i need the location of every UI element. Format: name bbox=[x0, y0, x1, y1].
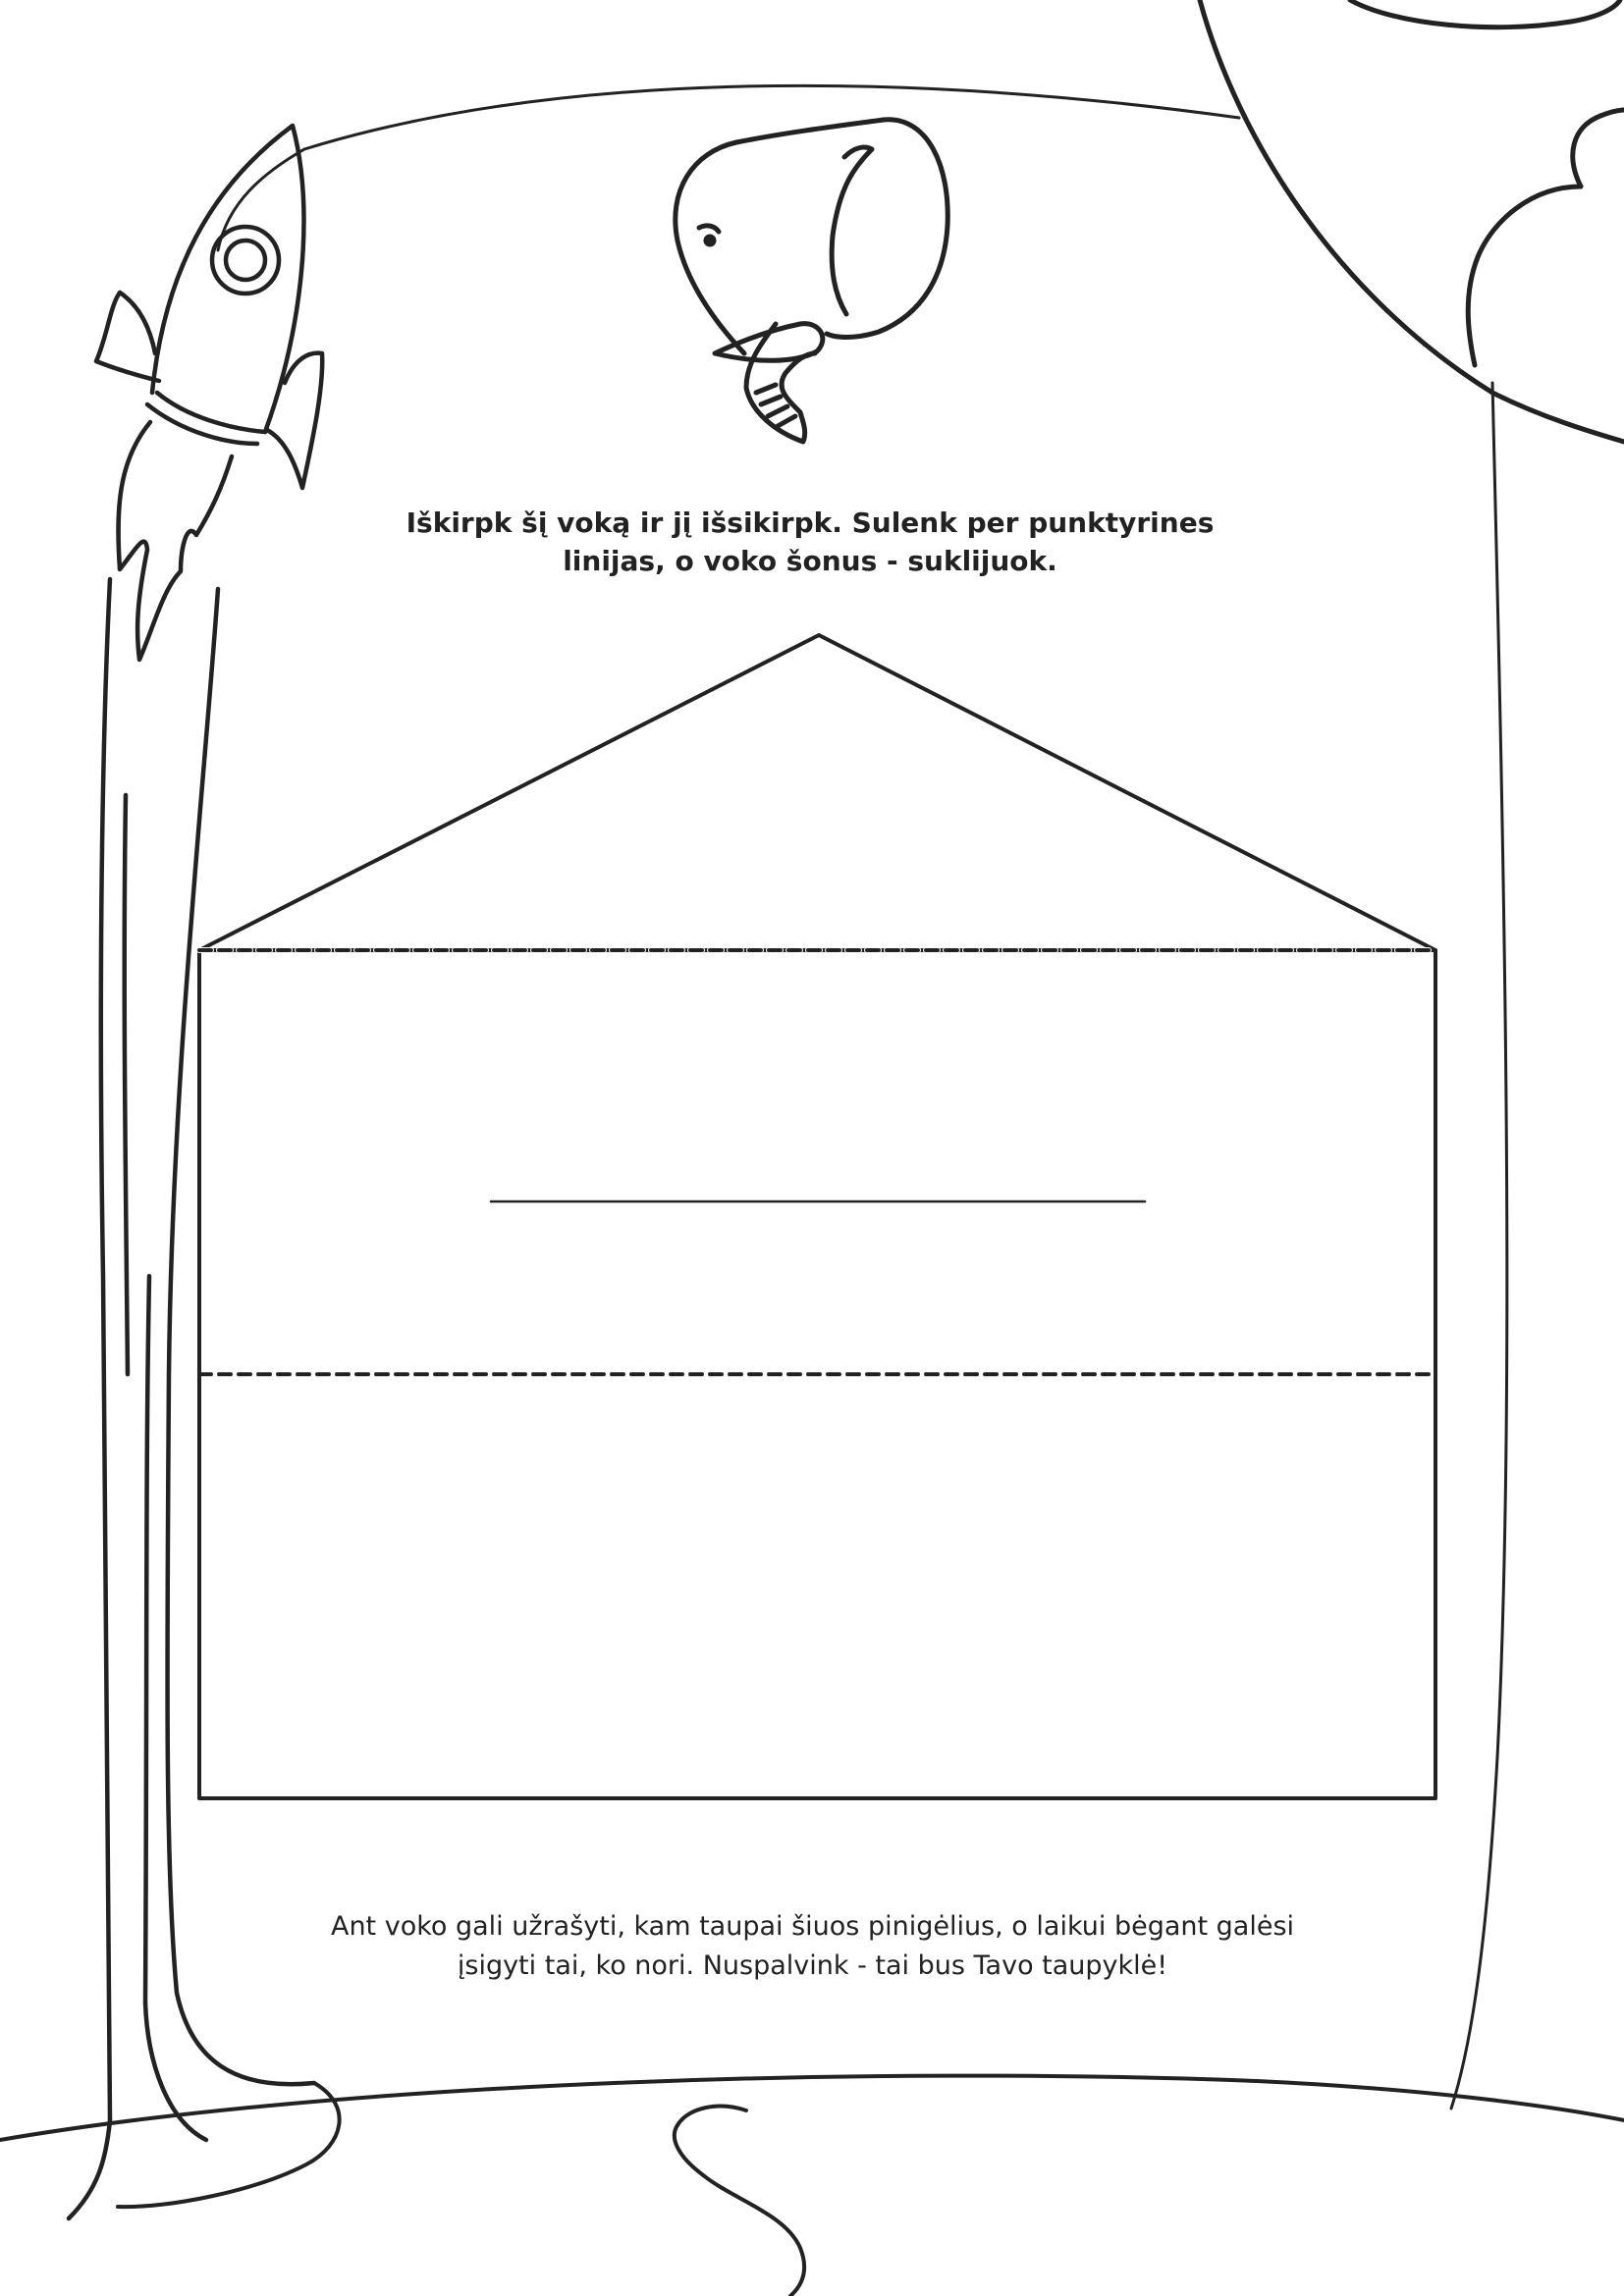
ground bbox=[0, 2076, 1624, 2296]
rocket-icon bbox=[69, 126, 322, 2218]
envelope-template bbox=[199, 635, 1435, 1798]
planet-icon bbox=[1200, 0, 1624, 442]
envelope-flap bbox=[199, 635, 1435, 950]
elephant-head-icon bbox=[676, 120, 947, 442]
footer-text: Ant voko gali užrašyti, kam taupai šiuos pinigėlius, o laikui bėgant galėsi įsigyti tai, ko nori. Nuspalvink - tai bus Tavo taupyklė! bbox=[330, 1911, 1295, 1981]
background-frame bbox=[218, 85, 1507, 2109]
instructions-text: Iškirpk šį voką ir jį išsikirpk. Sulenk per punktyrines linijas, o voko šonus - suklijuok. bbox=[406, 507, 1215, 577]
